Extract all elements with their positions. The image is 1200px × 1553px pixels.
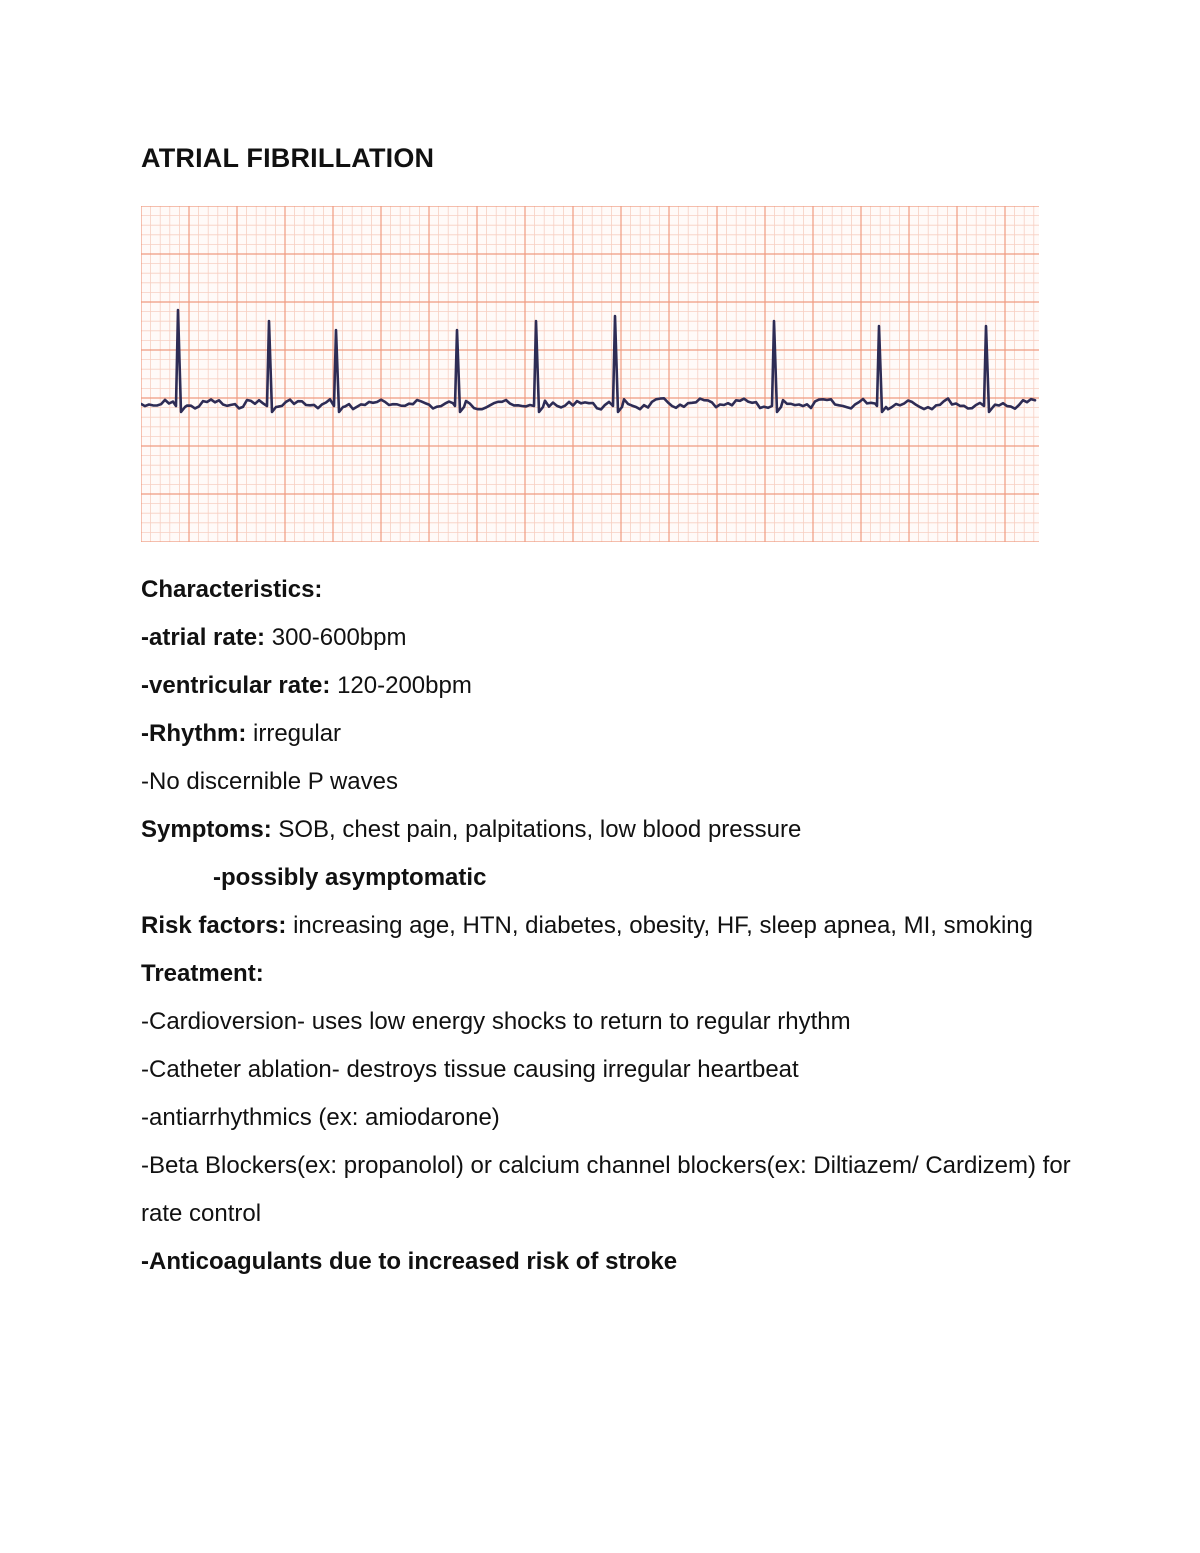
symptoms-label: Symptoms: [141, 816, 272, 843]
rhythm-label: -Rhythm: [141, 720, 247, 747]
ventricular-rate-value: 120-200bpm [337, 672, 472, 699]
risk-factors-label: Risk factors: [141, 912, 287, 939]
treatment-item: -Cardioversion- uses low energy shocks to return to regular rhythm [141, 1008, 851, 1035]
ventricular-rate-label: -ventricular rate: [141, 672, 331, 699]
characteristics-heading: Characteristics: [141, 576, 323, 603]
risk-factors-value: increasing age, HTN, diabetes, obesity, HF, sleep apnea, MI, smoking [293, 912, 1033, 939]
risk-factors-line [141, 902, 1071, 950]
symptoms-value: SOB, chest pain, palpitations, low blood pressure [278, 816, 802, 843]
atrial-rate-value: 300-600bpm [271, 624, 407, 651]
p-waves-line: -No discernible P waves [141, 768, 399, 795]
page-title: ATRIAL FIBRILLATION [141, 143, 435, 173]
symptoms-line [141, 806, 1071, 854]
asymptomatic-note: -possibly asymptomatic [213, 864, 487, 891]
rhythm-line [141, 710, 1071, 758]
anticoagulants-note: -Anticoagulants due to increased risk of stroke [141, 1248, 678, 1275]
ecg-strip-image [141, 206, 1039, 542]
treatment-item: -antiarrhythmics (ex: amiodarone) [141, 1104, 500, 1131]
treatment-item: -Beta Blockers(ex: propanolol) or calcium channel blockers(ex: Diltiazem/ Cardizem) for rate control [141, 1152, 1071, 1227]
atrial-rate-line [141, 614, 1071, 662]
notes-body [141, 566, 1071, 1286]
rhythm-value: irregular [253, 720, 342, 747]
treatment-item: -Catheter ablation- destroys tissue causing irregular heartbeat [141, 1056, 799, 1083]
atrial-rate-label: -atrial rate: [141, 624, 266, 651]
treatment-heading: Treatment: [141, 960, 264, 987]
ventricular-rate-line [141, 662, 1071, 710]
